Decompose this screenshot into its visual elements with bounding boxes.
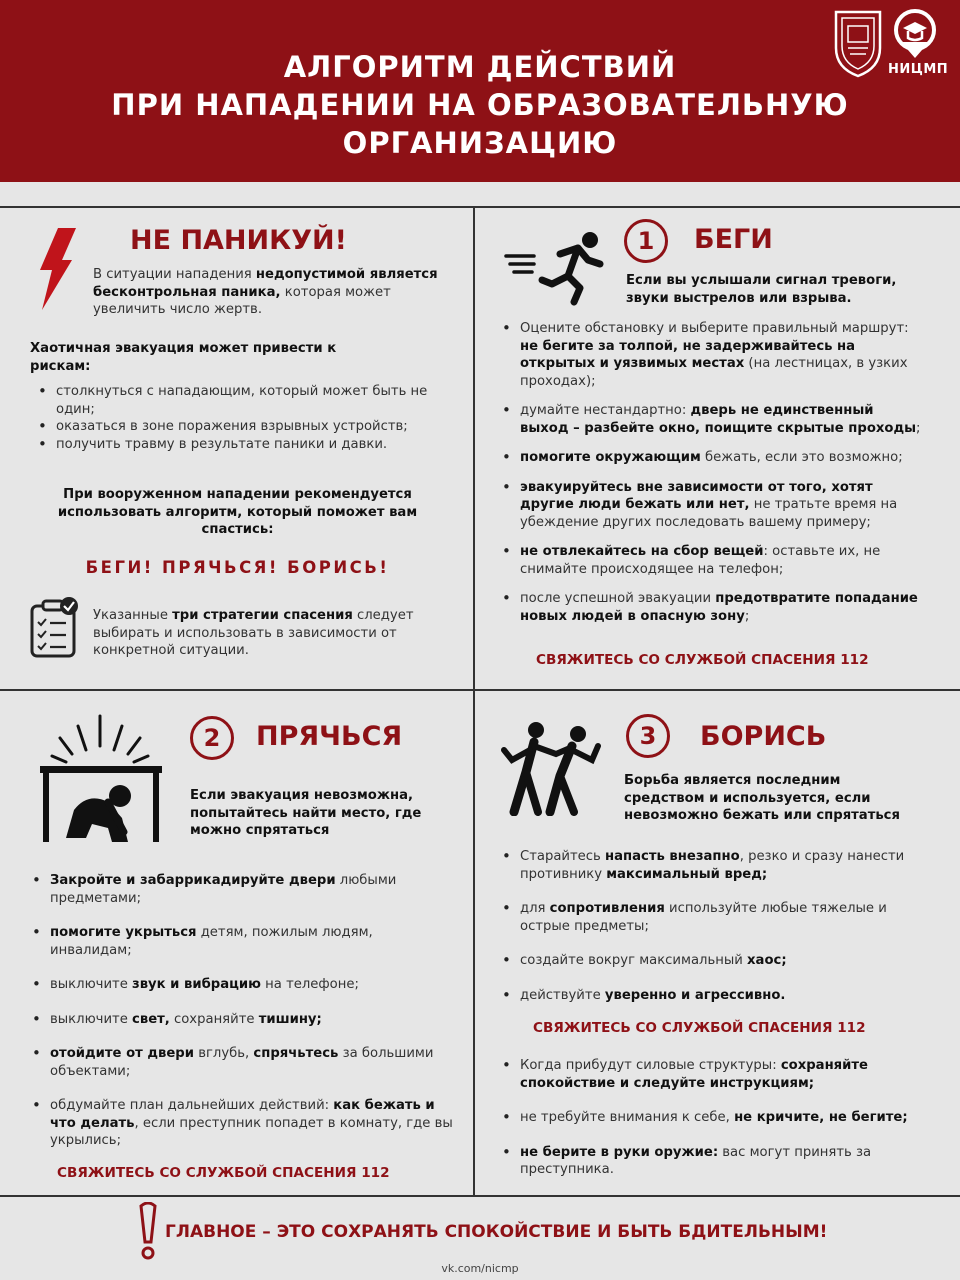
coat-of-arms-icon <box>832 8 884 78</box>
hiding-under-table-icon <box>38 712 164 844</box>
step-1-badge: 1 <box>624 219 668 263</box>
fight-list <box>500 848 930 1004</box>
checklist-icon <box>28 596 82 660</box>
list-item: • оказаться в зоне поражения взрывных устройств; <box>36 418 436 436</box>
fight-lead: Борьба является последним средством и используется, если невозможно бежать или спрятаться <box>624 773 900 823</box>
list-item: • Закройте и забаррикадируйте двери любыми предметами; <box>30 872 455 907</box>
step-3-badge: 3 <box>626 714 670 758</box>
list-item: • после успешной эвакуации предотвратите попадание новых людей в опасную зону; <box>500 590 925 625</box>
lightning-icon <box>36 228 78 310</box>
run-lead: Если вы услышали сигнал тревоги, звуки выстрелов или взрыва. <box>626 273 897 306</box>
hide-call-112: СВЯЖИТЕСЬ СО СЛУЖБОЙ СПАСЕНИЯ 112 <box>57 1165 390 1181</box>
after-arrival-list <box>500 1057 930 1179</box>
list-item: • эвакуируйтесь вне зависимости от того, хотят другие люди бежать или нет, не тратьте время на убеждение других последовать вашему примеру; <box>500 479 925 532</box>
fight-title: БОРИСЬ <box>700 721 827 752</box>
chaos-heading: Хаотичная эвакуация может привести к рискам: <box>30 341 337 374</box>
vk-link[interactable]: vk.com/nicmp <box>441 1262 519 1275</box>
list-item: • Когда прибудут силовые структуры: сохраняйте спокойствие и следуйте инструкциям; <box>500 1057 930 1092</box>
page-title <box>60 48 900 162</box>
strategies-note: Указанные три стратегии спасения следует выбирать и использовать в зависимости от конкретной ситуации. <box>93 608 414 658</box>
list-item: • помогите укрыться детям, пожилым людям, инвалидам; <box>30 924 455 959</box>
list-item: • думайте нестандартно: дверь не единственный выход – разбейте окно, поищите скрытые проходы; <box>500 402 925 437</box>
divider-middle <box>0 689 960 691</box>
list-item: • не берите в руки оружие: вас могут принять за преступника. <box>500 1144 930 1179</box>
header-banner <box>0 0 960 182</box>
list-item: • отойдите от двери вглубь, спрячьтесь за большими объектами; <box>30 1045 455 1080</box>
list-item: • помогите окружающим бежать, если это возможно; <box>500 449 925 467</box>
run-call-112: СВЯЖИТЕСЬ СО СЛУЖБОЙ СПАСЕНИЯ 112 <box>536 652 869 668</box>
title-line-3: ОРГАНИЗАЦИЮ <box>342 126 618 160</box>
exclamation-icon <box>136 1202 160 1262</box>
panic-intro: В ситуации нападения недопустимой является бесконтрольная паника, которая может увеличить число жертв. <box>93 267 438 317</box>
nicmp-logo-icon <box>890 8 940 60</box>
list-item: • для сопротивления используйте любые тяжелые и острые предметы; <box>500 900 930 935</box>
list-item: • выключите свет, сохраняйте тишину; <box>30 1011 455 1029</box>
list-item: • столкнуться с нападающим, который может быть не один; <box>36 383 436 418</box>
armed-note: При вооруженном нападении рекомендуется использовать алгоритм, который поможет вам спастись: <box>57 487 418 537</box>
list-item: • Оцените обстановку и выберите правильный маршрут: не бегите за толпой, не задерживайтесь на открытых и уязвимых местах (на лестницах, в узких проходах); <box>500 320 925 390</box>
divider-top <box>0 206 960 208</box>
running-person-icon <box>504 230 608 306</box>
risks-list <box>36 383 436 453</box>
fighting-people-icon <box>500 720 604 816</box>
title-line-1: АЛГОРИТМ ДЕЙСТВИЙ <box>283 50 677 84</box>
list-item: • выключите звук и вибрацию на телефоне; <box>30 976 455 994</box>
hide-title: ПРЯЧЬСЯ <box>256 721 403 752</box>
footer-main-message: ГЛАВНОЕ – ЭТО СОХРАНЯТЬ СПОКОЙСТВИЕ И БЫТЬ БДИТЕЛЬНЫМ! <box>165 1222 828 1242</box>
list-item: • Старайтесь напасть внезапно, резко и сразу нанести противнику максимальный вред; <box>500 848 930 883</box>
hide-lead: Если эвакуация невозможна, попытайтесь найти место, где можно спрятаться <box>190 788 422 838</box>
run-title: БЕГИ <box>694 224 773 255</box>
step-2-badge: 2 <box>190 716 234 760</box>
fight-call-112: СВЯЖИТЕСЬ СО СЛУЖБОЙ СПАСЕНИЯ 112 <box>533 1020 866 1036</box>
panic-title: НЕ ПАНИКУЙ! <box>130 225 347 256</box>
list-item: • создайте вокруг максимальный хаос; <box>500 952 930 970</box>
divider-vertical <box>473 206 475 1196</box>
list-item: • действуйте уверенно и агрессивно. <box>500 987 930 1005</box>
hide-list <box>30 872 455 1150</box>
divider-bottom <box>0 1195 960 1197</box>
run-list <box>500 320 925 625</box>
list-item: • не отвлекайтесь на сбор вещей: оставьте их, не снимайте происходящее на телефон; <box>500 543 925 578</box>
slogan: БЕГИ! ПРЯЧЬСЯ! БОРИСЬ! <box>85 558 390 577</box>
list-item: • не требуйте внимания к себе, не кричите, не бегите; <box>500 1109 930 1127</box>
logo-text: НИЦМП <box>888 62 949 77</box>
list-item: • обдумайте план дальнейших действий: как бежать и что делать, если преступник попадет в комнату, где вы укрылись; <box>30 1097 455 1150</box>
title-line-2: ПРИ НАПАДЕНИИ НА ОБРАЗОВАТЕЛЬНУЮ <box>111 88 849 122</box>
logos <box>832 8 949 80</box>
list-item: • получить травму в результате паники и давки. <box>36 436 436 454</box>
